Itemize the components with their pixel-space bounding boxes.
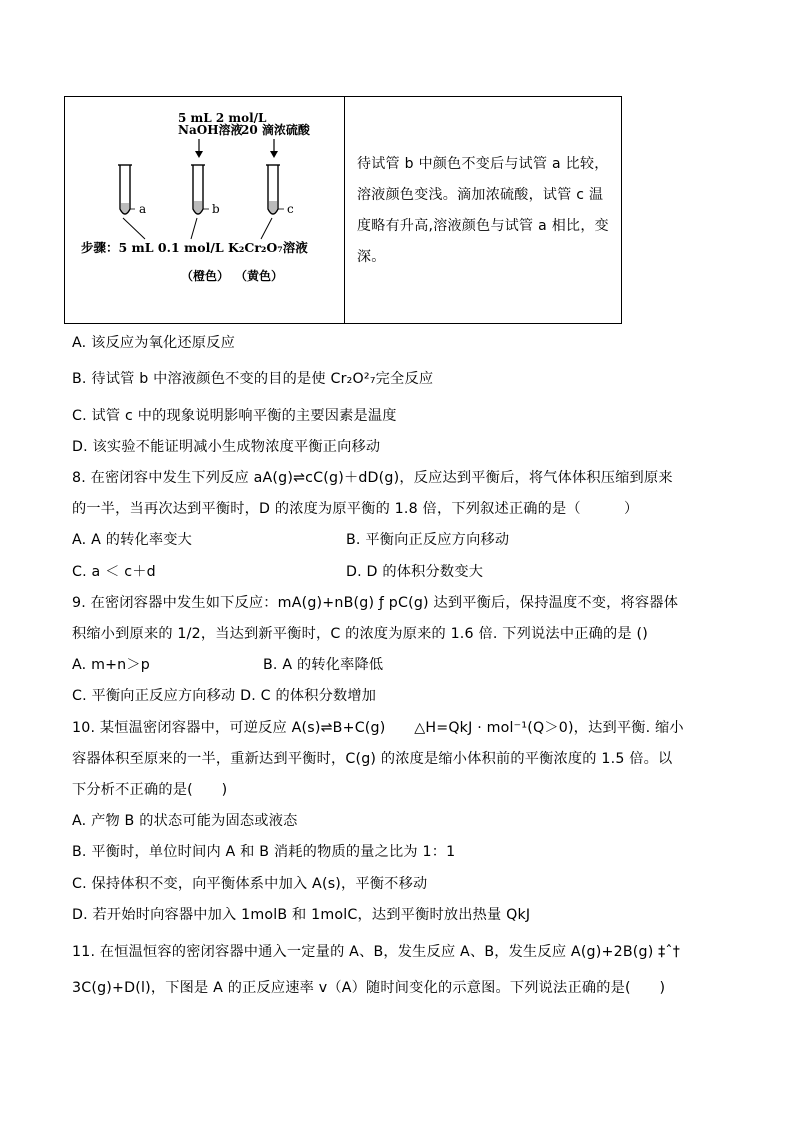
q10-stem-line1: 10. 某恒温密闭容器中，可逆反应 A(s)⇌B+C(g) △H=QkJ · mol⁻¹(Q＞0)，达到平衡. 缩小: [72, 720, 684, 736]
q8-stem-line1: 8. 在密闭容中发生下列反应 aA(g)⇌cC(g)＋dD(g)，反应达到平衡后，将气体体积压缩到原来: [72, 470, 673, 486]
q10-option-a: A. 产物 B 的状态可能为固态或液态: [72, 813, 298, 829]
table-divider: [344, 97, 345, 323]
orange-color-label: （橙色）: [181, 269, 230, 283]
naoh-concentration-label: 5 mL 2 mol/L: [178, 111, 267, 125]
q9-stem-line1: 9. 在密闭容器中发生如下反应：mA(g)+nB(g) ƒ pC(g) 达到平衡后，保持温度不变，将容器体: [72, 595, 679, 611]
q8-option-b: B. 平衡向正反应方向移动: [346, 532, 510, 548]
q10-option-c: C. 保持体积不变，向平衡体系中加入 A(s)，平衡不移动: [72, 876, 428, 892]
tube-a-label: a: [139, 202, 147, 216]
q7-option-a: A. 该反应为氧化还原反应: [72, 335, 235, 351]
q10-stem-line3: 下分析不正确的是( ): [72, 782, 228, 798]
experiment-table: [64, 96, 622, 324]
q7-option-c: C. 试管 c 中的现象说明影响平衡的主要因素是温度: [72, 408, 397, 424]
naoh-label: NaOH溶液: [178, 123, 243, 137]
q8-option-d: D. D 的体积分数变大: [346, 564, 484, 580]
observation-text: 待试管 b 中颜色不变后与试管 a 比较，溶液颜色变浅。滴加浓硫酸，试管 c 温度略有升高,溶液颜色与试管 a 相比，变深。: [357, 156, 609, 265]
q7-option-d: D. 该实验不能证明减小生成物浓度平衡正向移动: [72, 439, 381, 455]
q9-options-c-d: C. 平衡向正反应方向移动 D. C 的体积分数增加: [72, 688, 377, 704]
q8-stem-line2: 的一半，当再次达到平衡时，D 的浓度为原平衡的 1.8 倍，下列叙述正确的是（ ）: [72, 501, 639, 517]
q11-stem-line2: 3C(g)+D(l)，下图是 A 的正反应速率 v（A）随时间变化的示意图。下列说法正确的是( ): [72, 980, 666, 996]
q9-option-a: A. m+n＞p: [72, 657, 150, 673]
q10-option-d: D. 若开始时向容器中加入 1molB 和 1molC，达到平衡时放出热量 QkJ: [72, 907, 531, 923]
steps-label: 步骤：5 mL 0.1 mol/L K₂Cr₂O₇溶液: [81, 240, 308, 255]
q7-option-b: B. 待试管 b 中溶液颜色不变的目的是使 Cr₂O²₇完全反应: [72, 371, 434, 387]
q8-option-a: A. A 的转化率变大: [72, 532, 193, 548]
q9-stem-line2: 积缩小到原来的 1/2，当达到新平衡时，C 的浓度为原来的 1.6 倍. 下列说法中正确的是 (): [72, 626, 648, 642]
acid-label: 20 滴浓硫酸: [241, 123, 310, 137]
q8-option-c: C. a ＜ c＋d: [72, 564, 156, 580]
tube-c-label: c: [287, 202, 294, 216]
yellow-color-label: （黄色）: [235, 269, 284, 283]
q10-stem-line2: 容器体积至原来的一半，重新达到平衡时，C(g) 的浓度是缩小体积前的平衡浓度的 1.5 倍。以: [72, 751, 673, 767]
q11-stem-line1: 11. 在恒温恒容的密闭容器中通入一定量的 A、B，发生反应 A、B，发生反应 A(g)+2B(g) ‡ˆ†: [72, 944, 681, 960]
tube-b-label: b: [212, 202, 220, 216]
experiment-figure: [65, 97, 344, 325]
q10-option-b: B. 平衡时，单位时间内 A 和 B 消耗的物质的量之比为 1：1: [72, 844, 456, 860]
q9-option-b: B. A 的转化率降低: [263, 657, 384, 673]
